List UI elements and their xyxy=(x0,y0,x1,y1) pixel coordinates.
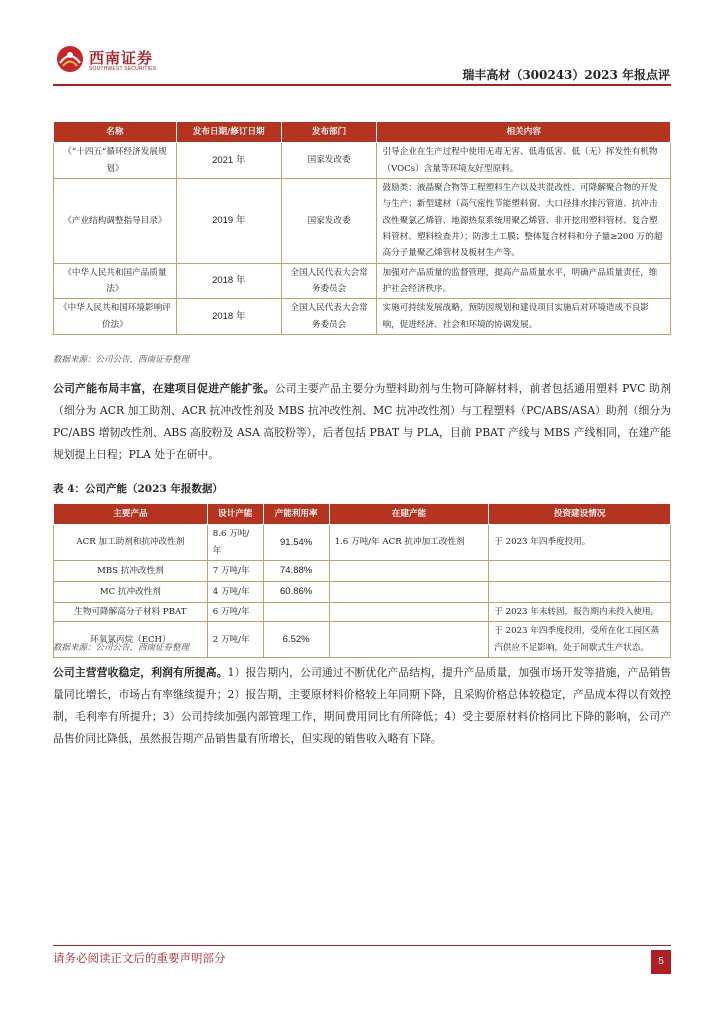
column-header: 发布部门 xyxy=(281,122,377,143)
capacity-paragraph xyxy=(53,378,671,466)
table-source-note: 数据来源：公司公告，西南证券整理 xyxy=(53,643,190,653)
policy-department: 国家发改委 xyxy=(281,143,377,179)
table-row xyxy=(54,143,671,179)
document-title: 瑞丰高材（300243）2023 年报点评 xyxy=(462,68,670,82)
product-name: ACR 加工助剂和抗冲改性剂 xyxy=(54,525,208,561)
company-logo xyxy=(55,44,157,78)
design-capacity: 7 万吨/年 xyxy=(207,560,263,581)
logo-text-en: SOUTHWEST SECURITIES xyxy=(89,66,157,72)
table-row xyxy=(54,560,671,581)
capacity-table xyxy=(53,503,671,658)
column-header: 产能利用率 xyxy=(263,504,329,525)
design-capacity: 6 万吨/年 xyxy=(207,603,263,622)
policy-content: 鼓励类：液晶聚合物等工程塑料生产以及共混改性、可降解聚合物的开发与生产；新型建材（高气密性节能塑料窗、大口径排水排污管道、抗冲击改性聚氯乙烯管、地源热泵系统用聚乙烯管、非开挖用塑料管材、复合塑料管材、塑料检查井）；防渗土工膜；整体复合材料和分子量≥200 万的超高分子量聚乙烯管材及板材生产等。 xyxy=(377,178,671,263)
product-name: 生物可降解高分子材料 PBAT xyxy=(54,603,208,622)
capacity-under-construction: 1.6 万吨/年 ACR 抗冲加工改性剂 xyxy=(329,525,489,561)
logo-mark-icon xyxy=(55,44,85,74)
policy-table xyxy=(53,121,671,335)
paragraph-body: 1）报告期内，公司通过不断优化产品结构，提升产品质量，加强市场开发等措施，产品销售量同比增长，市场占有率继续提升；2）报告期，主要原材料价格较上年同期下降，且采购价格总体较稳定，产品成本得以有效控制，毛利率有所提升；3）公司持续加强内部管理工作，期间费用同比有所降低；4）受主要原材料价格同比下降的影响，公司产品售价同比降低，虽然报告期产品销售量有所增长，但实现的销售收入略有下降。 xyxy=(53,666,671,745)
investment-status xyxy=(489,560,671,581)
column-header: 名称 xyxy=(54,122,177,143)
paragraph-lead: 公司主营营收稳定，利润有所提高。 xyxy=(53,666,228,679)
table-row xyxy=(54,263,671,299)
logo-text-cn: 西南证券 xyxy=(89,49,154,67)
table-row xyxy=(54,603,671,622)
revenue-paragraph xyxy=(53,662,671,750)
policy-name: 《中华人民共和国产品质量法》 xyxy=(54,263,177,299)
column-header: 投资建设情况 xyxy=(489,504,671,525)
table-row xyxy=(54,178,671,263)
policy-name: 《产业结构调整指导目录》 xyxy=(54,178,177,263)
policy-date: 2019 年 xyxy=(176,178,281,263)
policy-name: 《“十四五”循环经济发展规划》 xyxy=(54,143,177,179)
column-header: 主要产品 xyxy=(54,504,208,525)
column-header: 发布日期/修订日期 xyxy=(176,122,281,143)
utilization-rate: 74.88% xyxy=(263,560,329,581)
paragraph-body: 公司主要产品主要分为塑料助剂与生物可降解材料，前者包括通用塑料 PVC 助剂（细分为 ACR 加工助剂、ACR 抗冲改性剂及 MBS 抗冲改性剂、MC 抗冲改性剂）与工程塑料（PC/ABS/ASA）助剂（细分为 PC/ABS 增韧改性剂、ABS 高胶粉及 ASA 高胶粉等），后者包括 PBAT 与 PLA，目前 PBAT 产线与 MBS 产线相同，在建产能规划提上日程；PLA 处于在研中。 xyxy=(53,382,672,461)
policy-department: 全国人民代表大会常务委员会 xyxy=(281,263,377,299)
table-source-note: 数据来源：公司公告，西南证券整理 xyxy=(53,355,190,365)
footer-divider xyxy=(53,945,671,946)
policy-content: 引导企业在生产过程中使用无毒无害、低毒低害、低（无）挥发性有机物（VOCs）含量等环境友好型原料。 xyxy=(377,143,671,179)
capacity-under-construction xyxy=(329,622,489,658)
policy-content: 实施可持续发展战略，预防因规划和建设项目实施后对环境造成不良影响，促进经济、社会和环境的协调发展。 xyxy=(377,299,671,335)
product-name: 环氧氯丙烷（ECH） xyxy=(54,622,208,658)
table-row xyxy=(54,525,671,561)
paragraph-lead: 公司产能布局丰富，在建项目促进产能扩张。 xyxy=(53,382,275,395)
capacity-under-construction xyxy=(329,582,489,603)
design-capacity: 4 万吨/年 xyxy=(207,582,263,603)
utilization-rate xyxy=(263,603,329,622)
page-number: 5 xyxy=(651,950,671,974)
policy-date: 2018 年 xyxy=(176,263,281,299)
policy-department: 国家发改委 xyxy=(281,178,377,263)
disclaimer-notice: 请务必阅读正文后的重要声明部分 xyxy=(53,951,226,965)
policy-date: 2018 年 xyxy=(176,299,281,335)
product-name: MBS 抗冲改性剂 xyxy=(54,560,208,581)
table-row xyxy=(54,299,671,335)
table-header-row xyxy=(54,122,671,143)
header-divider xyxy=(53,84,671,86)
table-header-row xyxy=(54,504,671,525)
policy-name: 《中华人民共和国环境影响评价法》 xyxy=(54,299,177,335)
policy-department: 全国人民代表大会常务委员会 xyxy=(281,299,377,335)
column-header: 在建产能 xyxy=(329,504,489,525)
investment-status: 于 2023 年四季度投用。 xyxy=(489,525,671,561)
capacity-under-construction xyxy=(329,560,489,581)
investment-status xyxy=(489,582,671,603)
column-header: 设计产能 xyxy=(207,504,263,525)
utilization-rate: 6.52% xyxy=(263,622,329,658)
investment-status: 于 2023 年末转固，报告期内未投入使用。 xyxy=(489,603,671,622)
design-capacity: 2 万吨/年 xyxy=(207,622,263,658)
table-row xyxy=(54,582,671,603)
product-name: MC 抗冲改性剂 xyxy=(54,582,208,603)
utilization-rate: 60.86% xyxy=(263,582,329,603)
investment-status: 于 2023 年四季度投用，受所在化工园区蒸汽供应不足影响，处于间歇式生产状态。 xyxy=(489,622,671,658)
utilization-rate: 91.54% xyxy=(263,525,329,561)
capacity-under-construction xyxy=(329,603,489,622)
design-capacity: 8.6 万吨/年 xyxy=(207,525,263,561)
table-caption: 表 4：公司产能（2023 年报数据） xyxy=(53,483,223,495)
policy-content: 加强对产品质量的监督管理，提高产品质量水平，明确产品质量责任，维护社会经济秩序。 xyxy=(377,263,671,299)
policy-date: 2021 年 xyxy=(176,143,281,179)
column-header: 相关内容 xyxy=(377,122,671,143)
